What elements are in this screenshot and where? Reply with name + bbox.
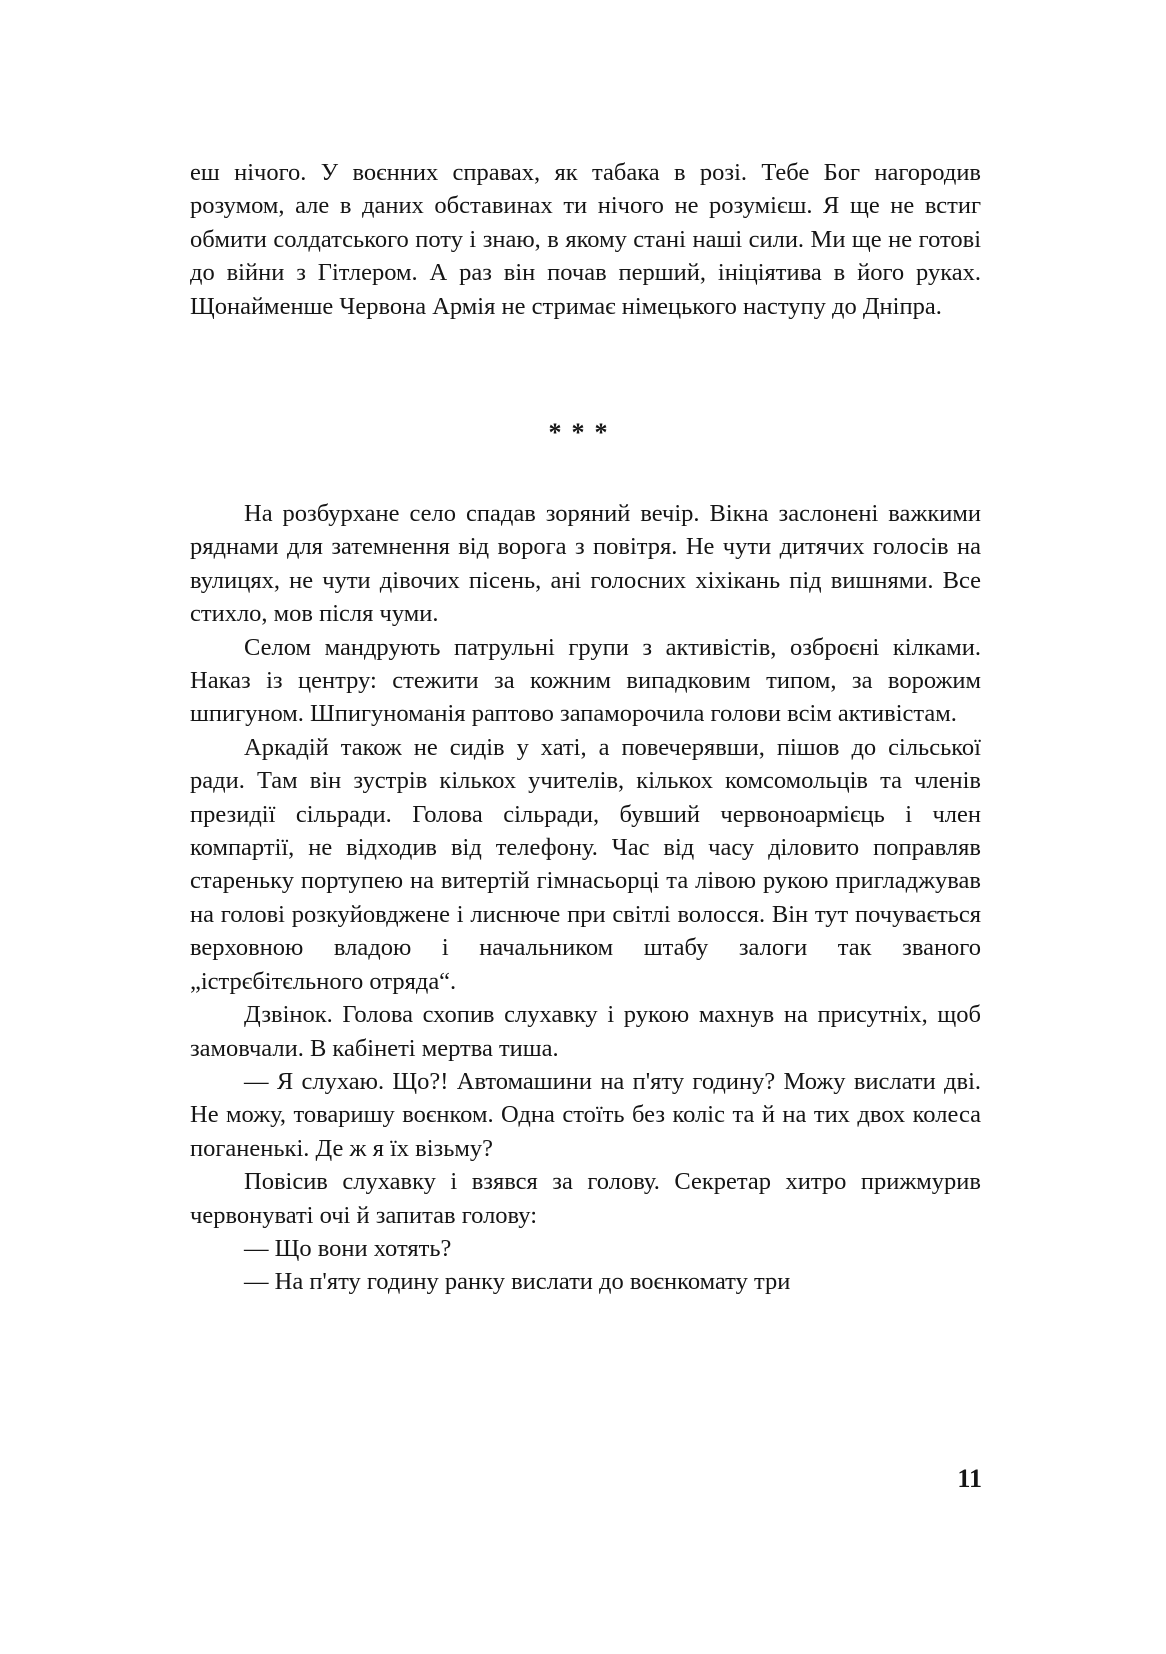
paragraph-continuation: еш нічого. У воєнних справах, як табака в розі. Тебе Бог нагородив розумом, але в даних обставинах ти нічого не розумієш. Я ще не встиг обмити солдатського поту і знаю, в якому стані наші сили. Ми ще не готові до війни з Гітлером. А раз він почав перший, ініціятива в його руках. Щонайменше Червона Армія не стримає німецького наступу до Дніпра. [190, 159, 981, 320]
dialogue-line: — Я слухаю. Що?! Автомашини на п'яту годину? Можу вислати дві. Не можу, товаришу воєнком. Одна стоїть без коліс та й на тих двох колеса поганенькі. Де ж я їх візьму? [190, 1067, 981, 1162]
paragraph: На розбурхане село спадав зоряний вечір. Вікна заслонені важкими ряднами для затемнення від ворога з повітря. Не чути дитячих голосів на вулицях, не чути дівочих пісень, ані голосних хіхікань під вишнями. Все стихло, мов після чуми. [190, 500, 981, 628]
text-block-top [190, 156, 981, 323]
paragraph: Аркадій також не сидів у хаті, а повечерявши, пішов до сільської ради. Там він зустрів кількох учителів, кількох комсомольців та членів президії сільради. Голова сільради, бувший червоноармієць і член компартії, не відходив від телефону. Час від часу діловито поправляв стареньку портупею на витертій гімнасьорці та лівою рукою пригладжував на голові розкуйовджене і лиснюче при світлі волосся. Він тут почувається верховною владою і начальником штабу залоги так званого „істрєбітєльного отряда“. [190, 733, 981, 995]
page-number: 11 [957, 1464, 982, 1493]
dialogue-line: — На п'яту годину ранку вислати до воєнкомату три [244, 1268, 791, 1296]
paragraph: Повісив слухавку і взявся за голову. Секретар хитро прижмурив червонуваті очі й запитав голову: [190, 1168, 981, 1229]
dialogue-line: — Що вони хотять? [244, 1234, 452, 1262]
paragraph: Селом мандрують патрульні групи з активістів, озброєні кілками. Наказ із центру: стежити за кожним випадковим типом, за ворожим шпигуном. Шпигуноманія раптово запаморочила голови всім активістам. [190, 633, 981, 728]
paragraph: Дзвінок. Голова схопив слухавку і рукою махнув на присутніх, щоб замовчали. В кабінеті мертва тиша. [190, 1001, 981, 1062]
text-block-main [190, 497, 981, 1299]
section-separator: *** [548, 418, 618, 447]
